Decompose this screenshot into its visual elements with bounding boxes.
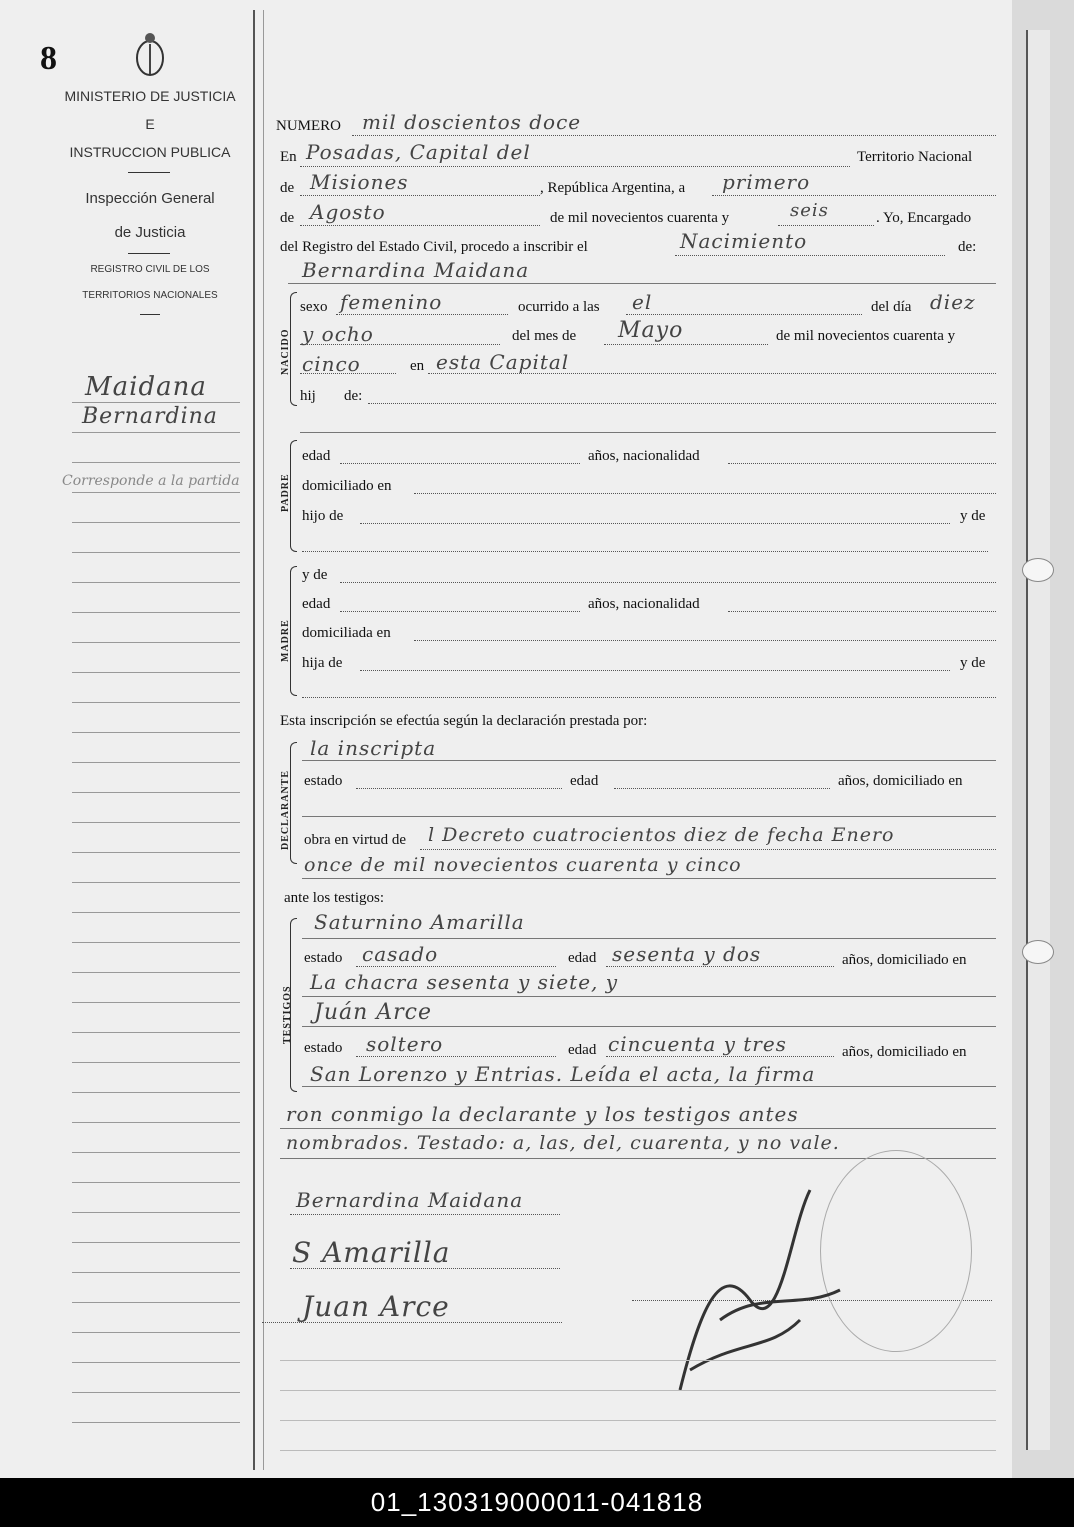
territory-value: Misiones (310, 170, 409, 194)
en-label: En (280, 149, 297, 165)
margin-surname: Maidana (85, 372, 207, 402)
day-value: primero (722, 170, 811, 194)
field-line (280, 1128, 996, 1129)
hour-value: el (632, 290, 653, 314)
ministry-line1: MINISTERIO DE JUSTICIA (64, 88, 236, 104)
field-line (420, 849, 996, 850)
signature-2: S Amarilla (292, 1236, 451, 1269)
sexo-value: femenino (340, 290, 443, 314)
numero-value: mil doscientos doce (362, 110, 582, 134)
field-line (280, 1450, 996, 1451)
sexo-label: sexo (300, 299, 328, 315)
field-line (360, 523, 950, 524)
year-label: de mil novecientos cuarenta y (550, 210, 730, 226)
margin-ruled-lines (72, 402, 240, 1452)
field-line (675, 255, 945, 256)
nacido-brace (290, 292, 297, 406)
field-line (360, 670, 950, 671)
declarante-brace (290, 742, 297, 864)
padre-anos-label: años, nacionalidad (588, 448, 700, 464)
field-line (302, 551, 988, 552)
field-line (302, 1026, 996, 1027)
madre-edad-label: edad (302, 596, 331, 612)
madre-brace (290, 566, 297, 696)
divider (128, 172, 170, 173)
republica-label: , República Argentina, a (540, 180, 686, 196)
margin-given-name: Bernardina (82, 404, 218, 429)
field-line (336, 314, 508, 315)
madre-y-de-label: y de (960, 655, 986, 671)
nacido-month-value: Mayo (618, 318, 684, 343)
obra-value-1: l Decreto cuatrocientos diez de fecha Enero (428, 824, 895, 846)
binding-hole (1022, 558, 1054, 582)
field-line (300, 195, 540, 196)
witness1-anos-label: años, domiciliado en (842, 952, 967, 968)
territorio-label: Territorio Nacional (857, 149, 973, 165)
madre-hija-label: hija de (302, 655, 343, 671)
obra-value-2: once de mil novecientos cuarenta y cinco (304, 854, 742, 876)
inspection-line2: de Justicia (114, 224, 186, 241)
field-line (368, 403, 996, 404)
margin-rule-inner (263, 10, 264, 1470)
nacido-year-value: cinco (302, 352, 361, 376)
place-value: esta Capital (436, 350, 570, 374)
madre-section-label: MADRE (280, 619, 291, 662)
registry-line1: REGISTRO CIVIL DE LOS (90, 264, 210, 275)
witness2-edad-label: edad (568, 1042, 597, 1058)
field-line (302, 816, 996, 817)
del-mes-label: del mes de (512, 328, 577, 344)
field-line (414, 640, 996, 641)
encargado-label: . Yo, Encargado (876, 210, 972, 226)
numero-label: NUMERO (276, 118, 342, 134)
madre-anos-label: años, nacionalidad (588, 596, 700, 612)
field-line (300, 225, 540, 226)
witness2-address: San Lorenzo y Entrias. Leída el acta, la firma (310, 1062, 816, 1086)
closing-line2: nombrados. Testado: a, las, del, cuarenta, y no vale. (286, 1132, 840, 1154)
day-value-1: diez (930, 290, 976, 314)
hijo-de-label: de: (344, 388, 363, 404)
declarante-edad-label: edad (570, 773, 599, 789)
declaracion-intro: Esta inscripción se efectúa según la declaración prestada por: (280, 713, 648, 729)
registro-label: del Registro del Estado Civil, procedo a inscribir el (280, 239, 588, 255)
padre-y-de-label: y de (960, 508, 986, 524)
witness1-address: La chacra sesenta y siete, y (310, 970, 619, 994)
padre-section-label: PADRE (280, 473, 291, 512)
field-line (302, 996, 996, 997)
witness2-name: Juán Arce (314, 1000, 433, 1025)
field-line (356, 966, 556, 967)
en-value: Posadas, Capital del (306, 140, 531, 164)
field-line (302, 697, 996, 698)
witness1-edad-label: edad (568, 950, 597, 966)
field-line (352, 135, 996, 136)
ministry-line3: INSTRUCCION PUBLICA (69, 144, 231, 160)
hijo-label: hij (300, 388, 316, 404)
witness1-edad: sesenta y dos (612, 942, 762, 966)
testigos-section-label: TESTIGOS (282, 985, 293, 1044)
declarante-section-label: DECLARANTE (280, 769, 291, 850)
testigos-intro: ante los testigos: (284, 890, 384, 906)
field-line (340, 463, 580, 464)
act-type: Nacimiento (680, 229, 808, 253)
divider (128, 253, 170, 254)
field-line (302, 938, 996, 939)
field-line (356, 1056, 556, 1057)
signature-3: Juan Arce (302, 1290, 450, 1323)
field-line (414, 493, 996, 494)
nacido-section-label: NACIDO (280, 328, 291, 375)
registry-line2: TERRITORIOS NACIONALES (82, 290, 218, 301)
witness1-estado: casado (362, 942, 439, 966)
day-value-2: y ocho (302, 322, 374, 346)
field-line (712, 195, 996, 196)
field-line (280, 1420, 996, 1421)
inspection-line1: Inspección General (85, 190, 215, 207)
witness2-anos-label: años, domiciliado en (842, 1044, 967, 1060)
madre-domicilio-label: domiciliada en (302, 625, 391, 641)
field-line (340, 611, 580, 612)
year-value: seis (790, 200, 829, 221)
field-line (288, 283, 996, 284)
field-line (280, 1360, 996, 1361)
field-line (614, 788, 830, 789)
declarante-estado-label: estado (304, 773, 343, 789)
officer-signature-icon (660, 1170, 860, 1420)
field-line (340, 582, 996, 583)
declarante-name: la inscripta (310, 736, 437, 760)
signature-line (262, 1322, 562, 1323)
del-dia-label: del día (871, 299, 912, 315)
witness2-estado-label: estado (304, 1040, 343, 1056)
field-line (356, 788, 562, 789)
margin-rule (253, 10, 255, 1470)
binding-hole (1022, 940, 1054, 964)
padre-brace (290, 440, 297, 552)
de2-label: de (280, 210, 295, 226)
divider (140, 314, 160, 315)
de3-label: de: (958, 239, 977, 255)
field-line (604, 344, 768, 345)
witness1-estado-label: estado (304, 950, 343, 966)
ocurrido-label: ocurrido a las (518, 299, 600, 315)
field-line (300, 166, 850, 167)
margin-note: Corresponde a la partida (62, 473, 240, 489)
signature-1: Bernardina Maidana (296, 1188, 524, 1212)
declarante-anos-label: años, domiciliado en (838, 773, 963, 789)
field-line (300, 432, 996, 433)
field-line (626, 314, 862, 315)
image-reference-footer: 01_130319000011-041818 (0, 1478, 1074, 1527)
signature-line (290, 1268, 560, 1269)
book-edge (1012, 0, 1074, 1478)
coat-of-arms-icon (133, 30, 167, 78)
field-line (302, 878, 996, 879)
witness2-estado: soltero (366, 1032, 444, 1056)
nacido-year-label: de mil novecientos cuarenta y (776, 328, 956, 344)
de-label: de (280, 180, 295, 196)
signature-line (290, 1214, 560, 1215)
month-value: Agosto (310, 200, 386, 224)
witness1-name: Saturnino Amarilla (314, 910, 525, 934)
field-line (280, 1390, 996, 1391)
nacido-name: Bernardina Maidana (302, 258, 530, 282)
madre-y-de-top-label: y de (302, 567, 328, 583)
obra-label: obra en virtud de (304, 832, 407, 848)
padre-edad-label: edad (302, 448, 331, 464)
field-line (302, 1086, 996, 1087)
field-line (606, 1056, 834, 1057)
padre-domicilio-label: domiciliado en (302, 478, 392, 494)
closing-line1: ron conmigo la declarante y los testigos antes (286, 1102, 799, 1126)
field-line (778, 225, 874, 226)
padre-hijo-label: hijo de (302, 508, 344, 524)
nacido-en-label: en (410, 358, 425, 374)
ministry-line2: E (145, 116, 155, 132)
field-line (606, 966, 834, 967)
field-line (728, 463, 996, 464)
field-line (728, 611, 996, 612)
page-number: 8 (40, 40, 57, 77)
field-line (302, 760, 996, 761)
witness2-edad: cincuenta y tres (608, 1032, 787, 1056)
